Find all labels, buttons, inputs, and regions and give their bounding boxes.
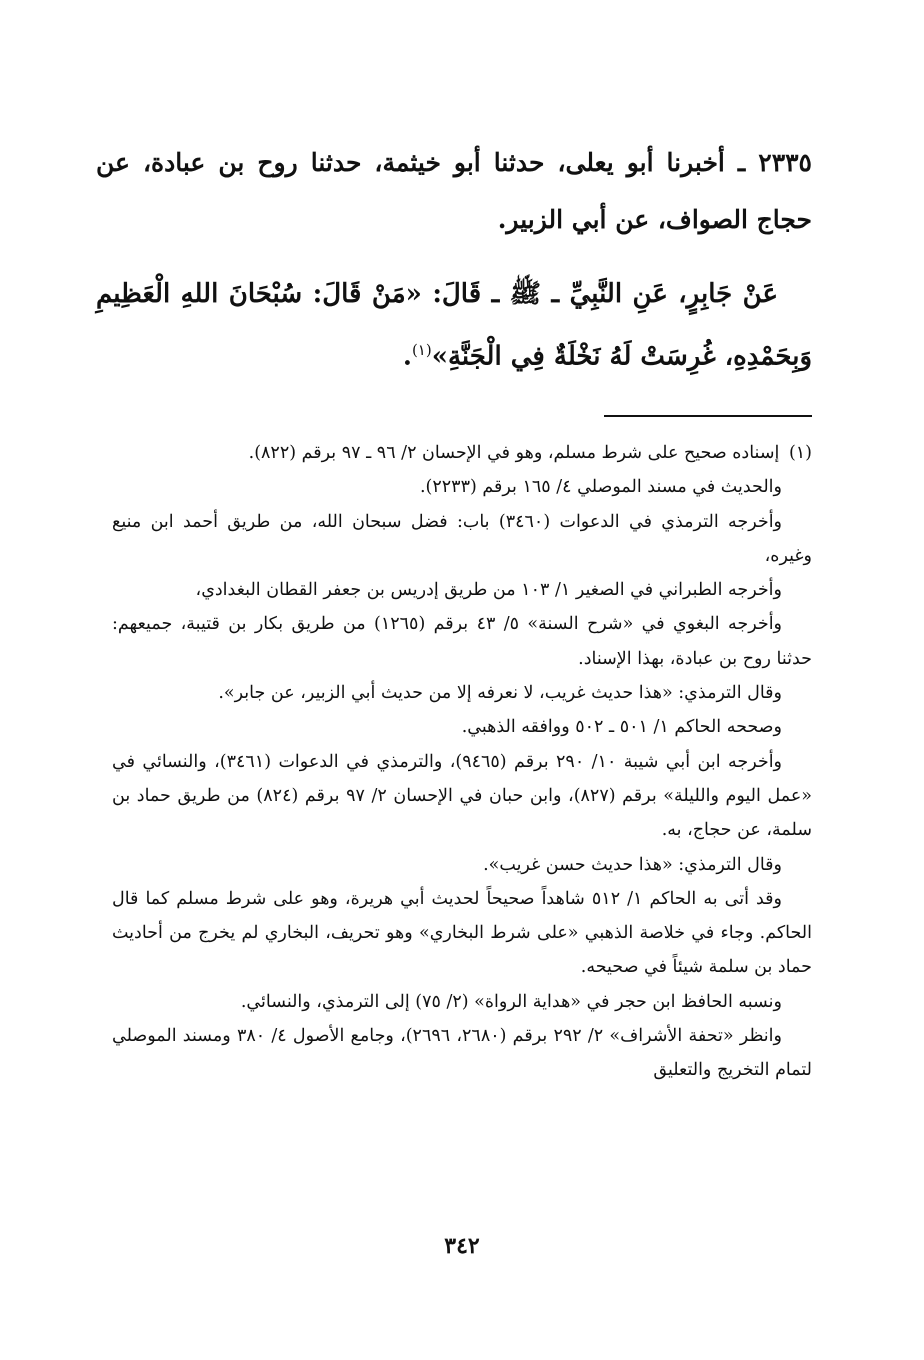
footnote-paragraph: وقد أتى به الحاكم ١/ ٥١٢ شاهداً صحيحاً لحديث أبي هريرة، وهو على شرط مسلم كما قال الحاكم. وجاء في خلاصة الذهبي «على شرط البخاري» وهو تحريف، البخاري لم يخرج من أحاديث حماد بن سلمة شيئاً في صحيحه. — [112, 888, 812, 978]
footnote-text: إسناده صحيح على شرط مسلم، وهو في الإحسان ٢/ ٩٦ ـ ٩٧ برقم (٨٢٢). — [248, 443, 780, 463]
footnote-paragraph: وأخرجه الطبراني في الصغير ١/ ١٠٣ من طريق إدريس بن جعفر القطان البغدادي، — [195, 580, 782, 601]
footnote-paragraph — [112, 436, 812, 470]
page-number: ٣٤٢ — [444, 1233, 480, 1259]
hadith-matn — [96, 266, 812, 385]
footnote-paragraph: وأخرجه ابن أبي شيبة ١٠/ ٢٩٠ برقم (٩٤٦٥)، والترمذي في الدعوات (٣٤٦١)، والنسائي في «عمل اليوم والليلة» برقم (٨٢٧)، وابن حبان في الإحسان ٢/ ٩٧ برقم (٨٢٤) من طريق حماد بن سلمة، عن حجاج، به. — [112, 751, 812, 841]
footnote-reference: (١) — [411, 341, 432, 359]
footnote-marker: (١) — [788, 443, 812, 463]
hadith-block — [96, 134, 812, 385]
footnote-paragraph: وأخرجه الترمذي في الدعوات (٣٤٦٠) باب: فضل سبحان الله، من طريق أحمد ابن منيع وغيره، — [112, 511, 812, 566]
footnote-paragraph: وانظر «تحفة الأشراف» ٢/ ٢٩٢ برقم (٢٦٨٠، ٢٦٩٦)، وجامع الأصول ٤/ ٣٨٠ ومسند الموصلي لتمام التخريج والتعليق — [112, 1026, 812, 1081]
matn-text: عَنْ جَابِرٍ، عَنِ النَّبِيِّ ـ ﷺ ـ قَالَ: «مَنْ قَالَ: سُبْحَانَ اللهِ الْعَظِيمِ وَبِحَمْدِهِ، غُرِسَتْ لَهُ نَخْلَةٌ فِي الْجَنَّةِ» — [96, 279, 812, 372]
footnote-paragraph: وقال الترمذي: «هذا حديث حسن غريب». — [483, 854, 782, 875]
footnote-paragraph: وصححه الحاكم ١/ ٥٠١ ـ ٥٠٢ ووافقه الذهبي. — [461, 717, 782, 738]
matn-end: . — [402, 341, 412, 372]
isnad-text: ـ أخبرنا أبو يعلى، حدثنا أبو خيثمة، حدثنا روح بن عبادة، عن حجاج الصواف، عن أبي الزبير. — [96, 148, 812, 234]
footnote-separator — [604, 415, 812, 417]
footnotes — [112, 436, 812, 1088]
footnote-paragraph: ونسبه الحافظ ابن حجر في «هداية الرواة» (٢/ ٧٥) إلى الترمذي، والنسائي. — [240, 991, 782, 1012]
hadith-number: ٢٣٣٥ — [758, 148, 812, 177]
hadith-isnad — [96, 134, 812, 248]
footnote-paragraph: والحديث في مسند الموصلي ٤/ ١٦٥ برقم (٢٢٣٣). — [419, 477, 782, 498]
footnote-paragraph: وأخرجه البغوي في «شرح السنة» ٥/ ٤٣ برقم (١٢٦٥) من طريق بكار بن قتيبة، جميعهم: حدثنا روح بن عبادة، بهذا الإسناد. — [112, 614, 812, 669]
footnote-paragraph: وقال الترمذي: «هذا حديث غريب، لا نعرفه إلا من حديث أبي الزبير، عن جابر». — [218, 683, 782, 704]
